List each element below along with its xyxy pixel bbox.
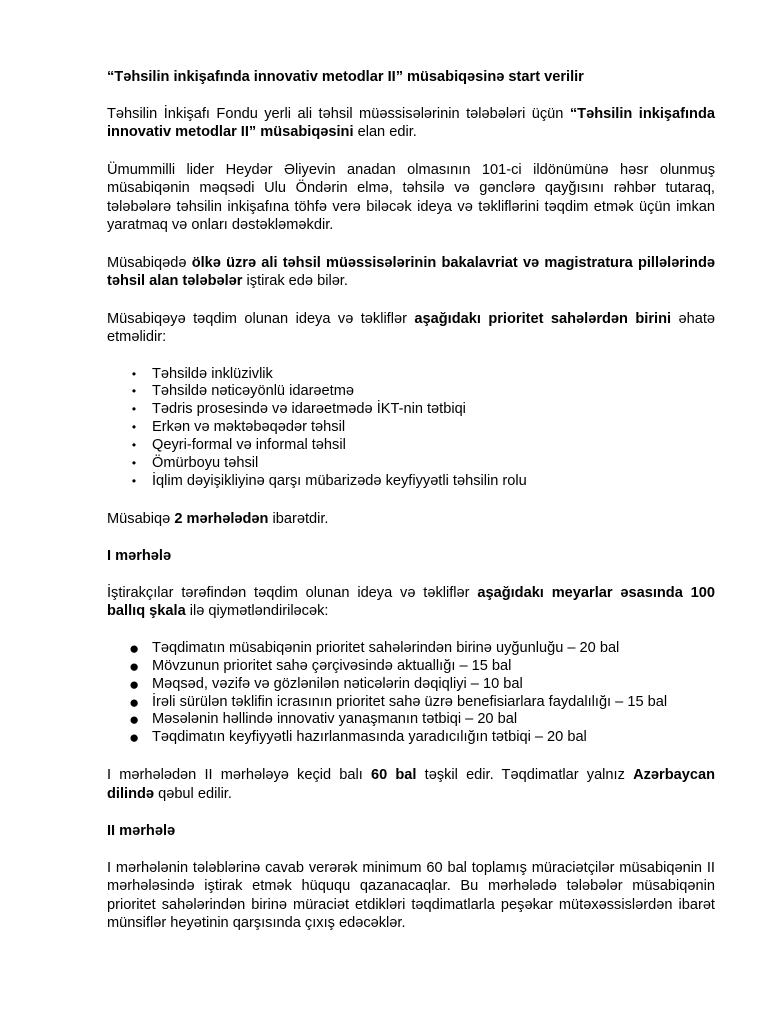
intro-contest-name: “Təhsilin inkişafında innovativ metodlar II” müsabiqəsini (107, 105, 715, 140)
bullet-icon: ● (129, 728, 140, 748)
criteria-list (107, 640, 715, 747)
list-item-text: Təhsildə nəticəyönlü idarəetmə (152, 383, 354, 400)
bullet-icon: • (131, 420, 137, 435)
stages-text-end: ibarətdir. (268, 510, 329, 527)
list-item-text: Tədris prosesində və idarəetmədə İKT-nin tətbiqi (152, 401, 466, 418)
list-item (107, 694, 715, 712)
list-item (107, 729, 715, 747)
list-item-text: Məqsəd, vəzifə və gözlənilən nəticələrin dəqiqliyi – 10 bal (152, 675, 523, 692)
intro-text: Təhsilin İnkişafı Fondu yerli ali təhsil müəssisələrinin tələbələri üçün (107, 105, 570, 122)
pass-text-mid: təşkil edir. Təqdimatlar yalnız (416, 767, 634, 784)
list-item (107, 473, 715, 491)
list-item (107, 401, 715, 419)
bullet-icon: ● (129, 710, 140, 730)
stage1-text-end: ilə qiymətləndiriləcək: (185, 603, 329, 620)
participants-text: Müsabiqədə (107, 254, 192, 271)
purpose-paragraph: Ümummilli lider Heydər Əliyevin anadan olmasının 101-ci ildönümünə həsr olunmuş müsabiqənin məqsədi Ulu Öndərin elmə, təhsilə və gənclərə qayğısını rəhbər tutaraq, tələbələrə təhsilin inkişafına töhfə verə biləcək ideya və təkliflərini təqdim etmək üçün imkan yaratmaq və onları dəstəkləməkdir. (107, 161, 715, 233)
intro-paragraph (107, 105, 715, 142)
list-item-text: İqlim dəyişikliyinə qarşı mübarizədə keyfiyyətli təhsilin rolu (152, 472, 527, 489)
stage2-heading: II mərhələ (107, 823, 176, 840)
bullet-icon: • (131, 366, 137, 381)
participants-paragraph (107, 254, 715, 291)
priority-intro-paragraph (107, 310, 715, 347)
pass-text: I mərhələdən II mərhələyə keçid balı (107, 767, 371, 784)
list-item-text: Ömürboyu təhsil (152, 455, 259, 472)
list-item-text: Erkən və məktəbəqədər təhsil (152, 419, 346, 436)
pass-language: Azərbaycan dilində (107, 767, 715, 802)
priority-intro-bold: aşağıdakı prioritet sahələrdən birini (414, 310, 672, 327)
bullet-icon: • (131, 456, 137, 471)
document-title: “Təhsilin inkişafında innovativ metodlar II” müsabiqəsinə start verilir (107, 69, 584, 85)
bullet-icon: ● (129, 656, 140, 676)
list-item (107, 383, 715, 401)
priority-intro-text-end: əhatə etməlidir: (107, 310, 715, 345)
stages-count: 2 mərhələdən (174, 510, 269, 527)
stage1-text: İştirakçılar tərəfindən təqdim olunan ideya və təkliflər (107, 584, 478, 601)
stages-text: Müsabiqə (107, 510, 175, 527)
stage1-heading: I mərhələ (107, 548, 172, 565)
participants-text-end: iştirak edə bilər. (242, 273, 348, 289)
stage2-paragraph: I mərhələnin tələblərinə cavab verərək minimum 60 bal toplamış müraciətçilər müsabiqənin II mərhələsində iştirak etmək hüququ qazanacaqlar. Bu mərhələdə tələbələr müsabiqənin prioritet sahələrindən birinə müraciət etdikləri təqdimatlarla peşəkar mütəxəssislərdən ibarət münsiflər heyətinin qarşısında çıxış edəcəklər. (107, 859, 715, 932)
pass-score: 60 bal (370, 767, 417, 784)
stages-paragraph (107, 510, 715, 529)
stage1-scale: aşağıdakı meyarlar əsasında 100 ballıq şkala (107, 584, 716, 620)
list-item (107, 437, 715, 455)
list-item-text: Mövzunun prioritet sahə çərçivəsində aktuallığı – 15 bal (152, 657, 512, 674)
intro-text-end: elan edir. (353, 124, 417, 140)
bullet-icon: ● (129, 692, 140, 712)
list-item-text: İrəli sürülən təklifin icrasının prioritet sahə üzrə benefisiarlara faydalılığı – 15 bal (152, 693, 668, 710)
bullet-icon: • (131, 473, 137, 488)
bullet-icon: ● (129, 674, 140, 694)
bullet-icon: • (131, 438, 137, 453)
list-item-text: Məsələnin həllində innovativ yanaşmanın tətbiqi – 20 bal (152, 711, 518, 728)
list-item (107, 455, 715, 473)
list-item-text: Qeyri-formal və informal təhsil (152, 437, 346, 454)
list-item (107, 658, 715, 676)
bullet-icon: ● (129, 638, 140, 658)
list-item (107, 640, 715, 658)
bullet-icon: • (131, 384, 137, 399)
participants-eligible: ölkə üzrə ali təhsil müəssisələrinin bakalavriat və magistratura pillələrində təhsil alan tələbələr (107, 254, 715, 289)
pass-score-paragraph (107, 766, 715, 803)
bullet-icon: • (131, 402, 137, 417)
list-item-text: Təqdimatın keyfiyyətli hazırlanmasında yaradıcılığın tətbiqi – 20 bal (152, 729, 587, 746)
list-item (107, 366, 715, 384)
list-item (107, 676, 715, 694)
list-item-text: Təhsildə inklüzivlik (152, 365, 273, 382)
list-item (107, 419, 715, 437)
list-item-text: Təqdimatın müsabiqənin prioritet sahələrindən birinə uyğunluğu – 20 bal (152, 639, 620, 656)
pass-text-end: qəbul edilir. (154, 785, 232, 802)
list-item (107, 711, 715, 729)
priority-areas-list (107, 366, 715, 491)
stage1-paragraph (107, 584, 715, 621)
priority-intro-text: Müsabiqəyə təqdim olunan ideya və təkliflər (107, 310, 415, 327)
